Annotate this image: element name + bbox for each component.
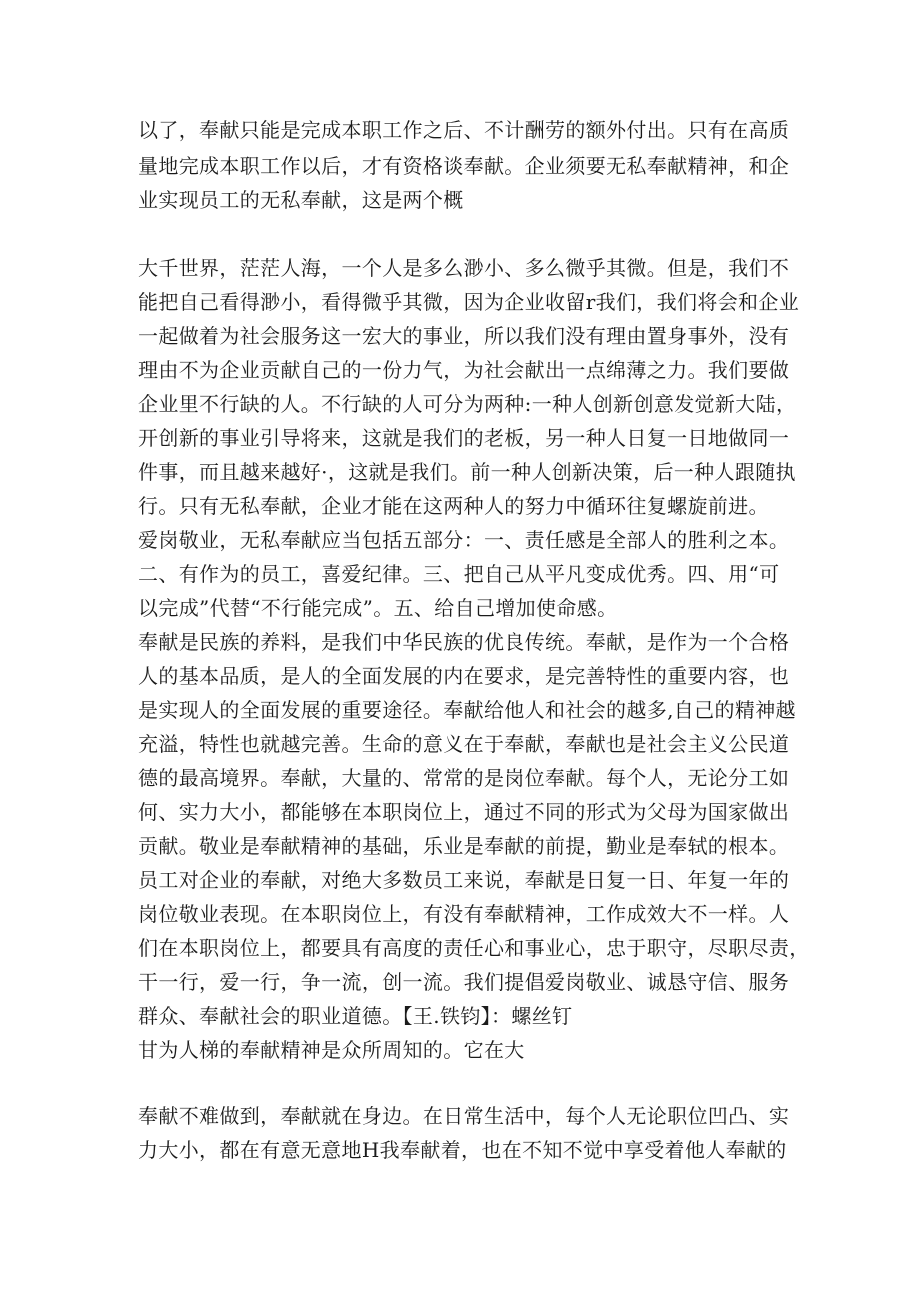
text-line: 爱岗敬业，无私奉献应当包括五部分：一、责任感是全部人的胜利之本。 (138, 528, 790, 552)
text-line: 是实现人的全面发展的重要途径。奉献给他人和社会的越多,自己的精神越 (138, 698, 796, 722)
text-line: 何、实力大小，都能够在本职岗位上，通过不同的形式为父母为国家做出 (138, 800, 790, 824)
text-line: 甘为人梯的奉献精神是众所周知的。它在大 (138, 1038, 525, 1062)
text-line: 贡献。敬业是奉献精神的基础，乐业是奉献的前提，勤业是奉轼的根本。 (138, 834, 790, 858)
text-line: 行。只有无私奉献，企业才能在这两种人的努力中循环往复螺旋前进。 (138, 494, 769, 518)
text-line: 企业里不行缺的人。不行缺的人可分为两种:一种人创新创意发觉新大陆， (138, 392, 797, 416)
text-line: 量地完成本职工作以后，才有资格谈奉献。企业须要无私奉献精神，和企 (138, 154, 790, 178)
text-line: 以了，奉献只能是完成本职工作之后、不计酬劳的额外付出。只有在高质 (138, 118, 790, 142)
text-line: 奉献是民族的养料，是我们中华民族的优良传统。奉献，是作为一个合格 (138, 630, 790, 654)
text-line: 干一行，爱一行，争一流，创一流。我们提倡爱岗敬业、诚恳守信、服务 (138, 970, 790, 994)
text-line: 德的最高境界。奉献，大量的、常常的是岗位奉献。每个人，无论分工如 (138, 766, 790, 790)
text-line: 能把自己看得渺小，看得微乎其微，因为企业收留r我们，我们将会和企业 (138, 290, 800, 314)
text-line: 大千世界，茫茫人海，一个人是多么渺小、多么微乎其微。但是，我们不 (138, 256, 790, 280)
text-line: 以完成”代替“不行能完成”。五、给自己增加使命感。 (138, 596, 618, 620)
text-line: 们在本职岗位上，都要具有高度的责任心和事业心，忠于职守，尽职尽责， (138, 936, 810, 960)
text-line: 人的基本品质，是人的全面发展的内在要求，是完善特性的重要内容，也 (138, 664, 790, 688)
text-line: 群众、奉献社会的职业道德。【王.铁钧】：螺丝钉 (138, 1004, 573, 1028)
text-line: 奉献不难做到，奉献就在身边。在日常生活中，每个人无论职位凹凸、实 (138, 1104, 790, 1128)
text-line: 理由不为企业贡献自己的一份力气，为社会献出一点绵薄之力。我们要做 (138, 358, 790, 382)
text-line: 力大小，都在有意无意地H我奉献着，也在不知不觉中享受着他人奉献的 (138, 1138, 787, 1162)
text-line: 岗位敬业表现。在本职岗位上，有没有奉献精神，工作成效大不一样。人 (138, 902, 790, 926)
text-line: 一起做着为社会服务这一宏大的事业，所以我们没有理由置身事外，没有 (138, 324, 790, 348)
text-line: 充溢，特性也就越完善。生命的意义在于奉献，奉献也是社会主义公民道 (138, 732, 790, 756)
text-line: 件事，而且越来越好·，这就是我们。前一种人创新决策，后一种人跟随执 (138, 460, 796, 484)
text-line: 二、有作为的员工，喜爱纪律。三、把自己从平凡变成优秀。四、用“可 (138, 562, 780, 586)
text-line: 业实现员工的无私奉献，这是两个概 (138, 188, 464, 212)
text-line: 开创新的事业引导将来，这就是我们的老板，另一种人日复一日地做同一 (138, 426, 790, 450)
text-line: 员工对企业的奉献，对绝大多数员工来说，奉献是日复一日、年复一年的 (138, 868, 790, 892)
